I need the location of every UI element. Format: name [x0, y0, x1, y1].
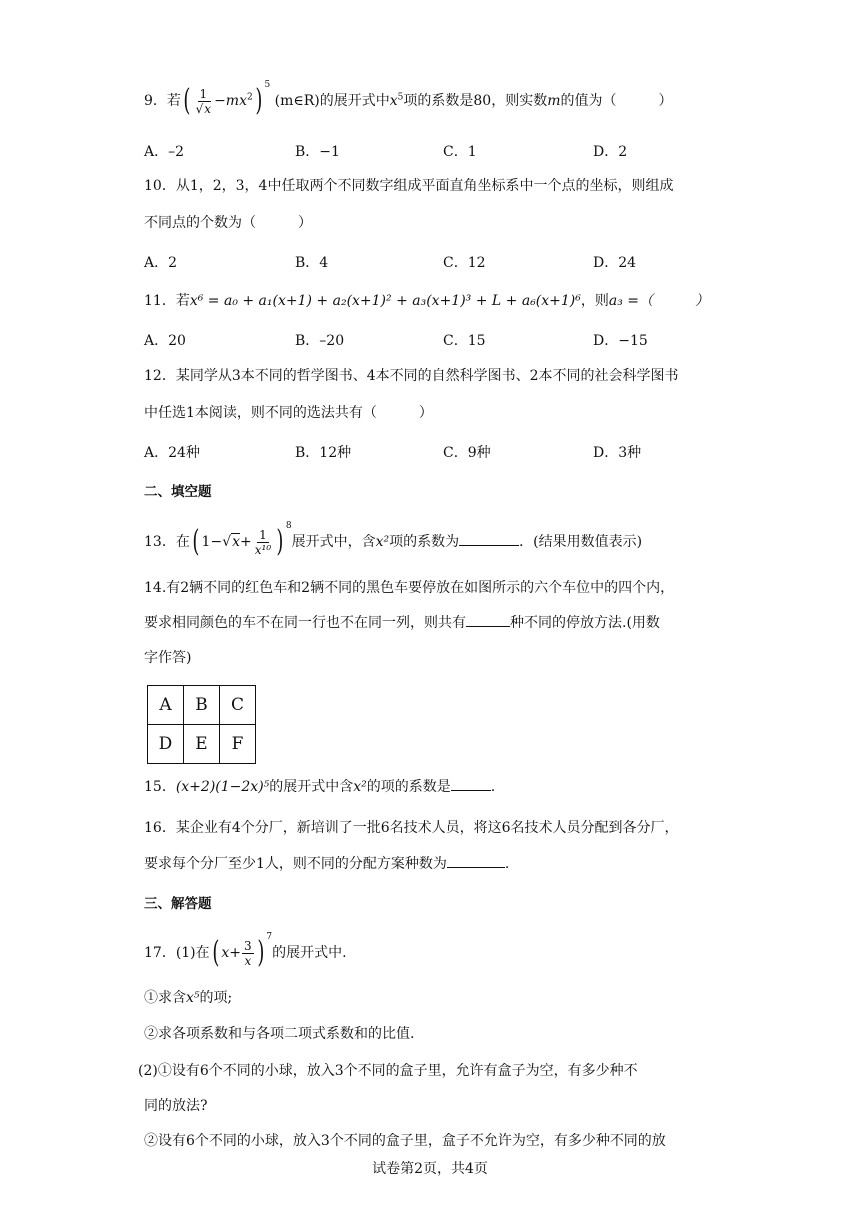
q9-stem: 9．若( $\frac{1}{√x}$ $-mx^2$) $^5$ (m∈R)的展开式中$x^5$项的系数是80，则实数m的值为（ ）	[144, 80, 673, 118]
q12-option-d: D．3种	[593, 445, 642, 461]
q14-line-2: 要求相同颜色的车不在同一行也不在同一列，则共有 种不同的停放方法.(用数	[144, 615, 660, 631]
grid-cell: E	[184, 725, 220, 764]
q9-option-d: D．2	[593, 144, 628, 160]
q11-option-d: D．−15	[593, 333, 648, 349]
grid-cell: D	[148, 725, 184, 764]
q17-sub-2: ②求各项系数和与各项二项式系数和的比值.	[144, 1026, 415, 1042]
q11-option-b: B．–20	[295, 333, 345, 349]
q14-line-1: 14.有2辆不同的红色车和2辆不同的黑色车要停放在如图所示的六个车位中的四个内，	[144, 580, 675, 596]
q11-option-c: C．15	[443, 333, 486, 349]
q9-condition: (m∈R)	[274, 93, 320, 109]
q9-option-b: B．−1	[295, 144, 340, 160]
q12-option-c: C．9种	[443, 445, 491, 461]
section-heading-solve: 三、解答题	[144, 896, 212, 912]
q16-answer-blank[interactable]	[447, 867, 505, 868]
q10-option-a: A．2	[144, 255, 178, 271]
grid-cell: F	[220, 725, 256, 764]
q9-number: 9．若	[144, 93, 181, 109]
page-footer: 试卷第2页，共4页	[372, 1161, 488, 1177]
section-heading-fill-in: 二、填空题	[144, 484, 212, 500]
q13-answer-blank[interactable]	[459, 545, 519, 546]
q9-option-a: A．–2	[144, 144, 185, 160]
q16-line-1: 16．某企业有4个分厂，新培训了一批6名技术人员，将这6名技术人员分配到各分厂，	[144, 820, 679, 836]
q11-stem: 11．若x⁶ = a₀ + a₁(x+1) + a₂(x+1)² + a₃(x+1)³ + L + a₆(x+1)⁶，则a₃ =（ ）	[144, 293, 710, 309]
q11-expression: x⁶ = a₀ + a₁(x+1) + a₂(x+1)² + a₃(x+1)³ + L + a₆(x+1)⁶	[189, 293, 581, 309]
grid-cell: C	[220, 686, 256, 725]
grid-cell: B	[184, 686, 220, 725]
q10-option-d: D．24	[593, 255, 637, 271]
q10-line-1: 10．从1，2，3，4中任取两个不同数字组成平面直角坐标系中一个点的坐标，则组成	[144, 178, 674, 194]
q14-line-3: 字作答)	[144, 650, 192, 666]
q10-line-2: 不同点的个数为（ ）	[144, 215, 312, 231]
q17-part2-line-3: ②设有6个不同的小球，放入3个不同的盒子里，盒子不允许为空，有多少种不同的放	[144, 1133, 666, 1149]
grid-cell: A	[148, 686, 184, 725]
q17-part2-line-1: (2)①设有6个不同的小球，放入3个不同的盒子里，允许有盒子为空，有多少种不	[138, 1063, 638, 1079]
q10-option-c: C．12	[443, 255, 486, 271]
q15-answer-blank[interactable]	[451, 790, 491, 791]
q17-stem: 17．(1)在( x+ $\frac{3}{x}$ ) $^7$的展开式中.	[144, 932, 347, 970]
q17-sub-1: ①求含x⁵的项;	[144, 990, 233, 1006]
q17-part2-line-2: 同的放法?	[144, 1098, 208, 1114]
q12-option-b: B．12种	[295, 445, 352, 461]
parking-grid	[147, 685, 256, 764]
q15-stem: 15．(x+2)(1−2x)⁵的展开式中含x²的项的系数是 .	[144, 779, 496, 795]
q10-option-b: B．4	[295, 255, 329, 271]
q14-answer-blank[interactable]	[466, 626, 510, 627]
q12-line-1: 12．某同学从3本不同的哲学图书、4本不同的自然科学图书、2本不同的社会科学图书	[144, 368, 679, 384]
q12-option-a: A．24种	[144, 445, 200, 461]
q16-line-2: 要求每个分厂至少1人，则不同的分配方案种数为 .	[144, 856, 510, 872]
q9-option-c: C．1	[443, 144, 477, 160]
q13-stem: 13．在( 1−√x+ $\frac{1}{\text{x¹⁰}}$ ) $^8$展开式中，含x²项的系数为 ．(结果用数值表示)	[144, 521, 643, 559]
q11-option-a: A．20	[144, 333, 186, 349]
q12-line-2: 中任选1本阅读，则不同的选法共有（ ）	[144, 405, 433, 421]
